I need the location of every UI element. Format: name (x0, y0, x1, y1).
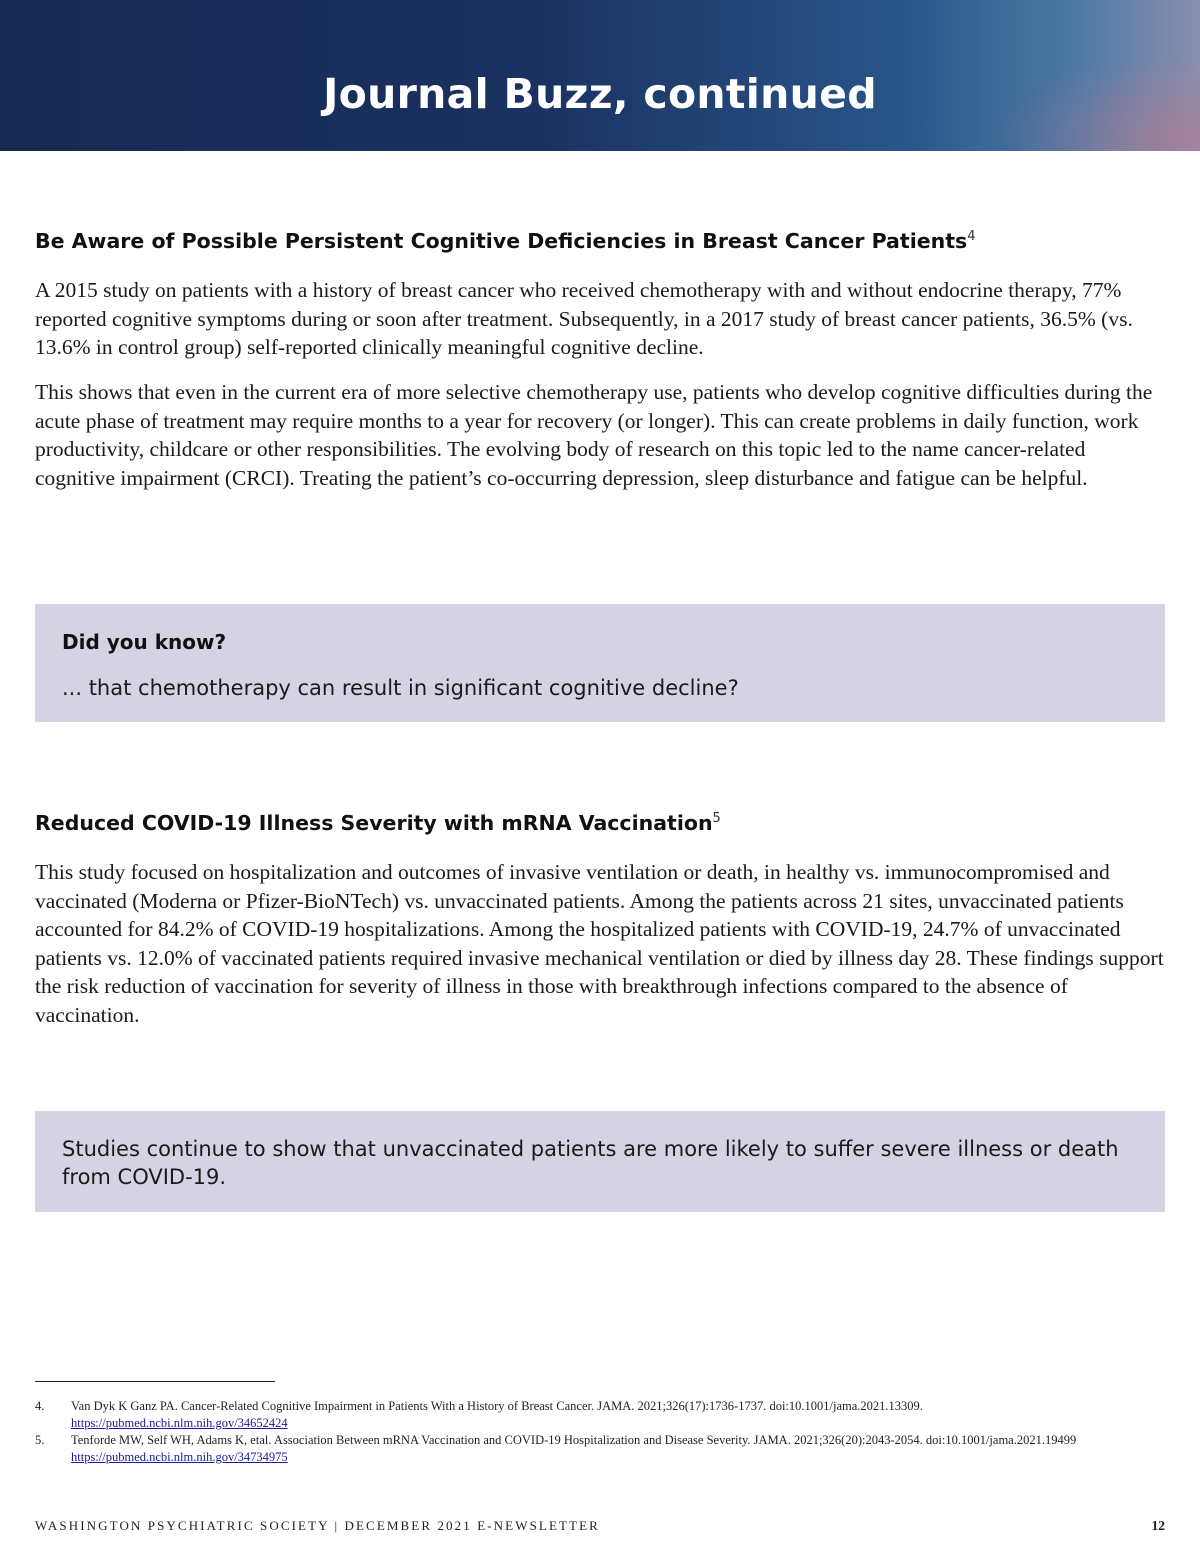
footnote-link[interactable]: https://pubmed.ncbi.nlm.nih.gov/34734975 (71, 1449, 288, 1464)
covid-callout (35, 1111, 1165, 1212)
did-you-know-callout (35, 604, 1165, 722)
callout-text: ... that chemotherapy can result in significant cognitive decline? (62, 676, 739, 700)
footnote-number: 5. (35, 1433, 45, 1447)
callout-text: Studies continue to show that unvaccinated patients are more likely to suffer severe illness or death from COVID-19. (62, 1137, 1119, 1189)
article1-paragraph-1: A 2015 study on patients with a history of breast cancer who received chemotherapy with and without endocrine therapy, 77% reported cognitive symptoms during or soon after treatment. Subsequently, in a 2017 study of breast cancer patients, 36.5% (vs. 13.6% in control group) self-reported clinically meaningful cognitive decline. (35, 278, 1133, 359)
footer-page-number: 12 (1151, 1518, 1165, 1533)
article1-ref: 4 (967, 229, 976, 244)
article1-heading (35, 229, 976, 253)
article1-paragraph-2: This shows that even in the current era of more selective chemotherapy use, patients who develop cognitive difficulties during the acute phase of treatment may require months to a year for recovery (or longer). This can create problems in daily function, work productivity, childcare or other responsibilities. The evolving body of research on this topic led to the name cancer-related cognitive impairment (CRCI). Treating the patient’s co-occurring depression, sleep disturbance and fatigue can be helpful. (35, 380, 1153, 490)
page-title: Journal Buzz, continued (323, 70, 877, 118)
footnote-divider (35, 1381, 275, 1382)
footnote-link[interactable]: https://pubmed.ncbi.nlm.nih.gov/34652424 (71, 1415, 288, 1430)
callout-title: Did you know? (62, 630, 227, 654)
article2-ref: 5 (712, 811, 721, 826)
article1-heading-text: Be Aware of Possible Persistent Cognitive Deficiencies in Breast Cancer Patients (35, 229, 968, 253)
article2-heading-text: Reduced COVID-19 Illness Severity with mRNA Vaccination (35, 811, 713, 835)
article2-paragraph-1: This study focused on hospitalization and outcomes of invasive ventilation or death, in healthy vs. immunocompromised and vaccinated (Moderna or Pfizer-BioNTech) vs. unvaccinated patients. Among the patients across 21 sites, unvaccinated patients accounted for 84.2% of COVID-19 hospitalizations. Among the hospitalized patients with COVID-19, 24.7% of unvaccinated patients vs. 12.0% of vaccinated patients required invasive mechanical ventilation or died by illness day 28. These findings support the risk reduction of vaccination for severity of illness in those with breakthrough infections compared to the absence of vaccination. (35, 860, 1164, 1027)
header-banner (0, 0, 1200, 151)
footnote-text: Van Dyk K Ganz PA. Cancer-Related Cognitive Impairment in Patients With a History of Breast Cancer. JAMA. 2021;326(17):1736-1737. doi:10.1001/jama.2021.13309. (71, 1399, 923, 1413)
article2-heading (35, 811, 721, 835)
footnote-number: 4. (35, 1399, 45, 1413)
footnote-text: Tenforde MW, Self WH, Adams K, etal. Association Between mRNA Vaccination and COVID-19 Hospitalization and Disease Severity. JAMA. 2021;326(20):2043-2054. doi:10.1001/jama.2021.19499 (71, 1433, 1077, 1447)
footer-publication: WASHINGTON PSYCHIATRIC SOCIETY | DECEMBER 2021 E-NEWSLETTER (35, 1518, 600, 1533)
